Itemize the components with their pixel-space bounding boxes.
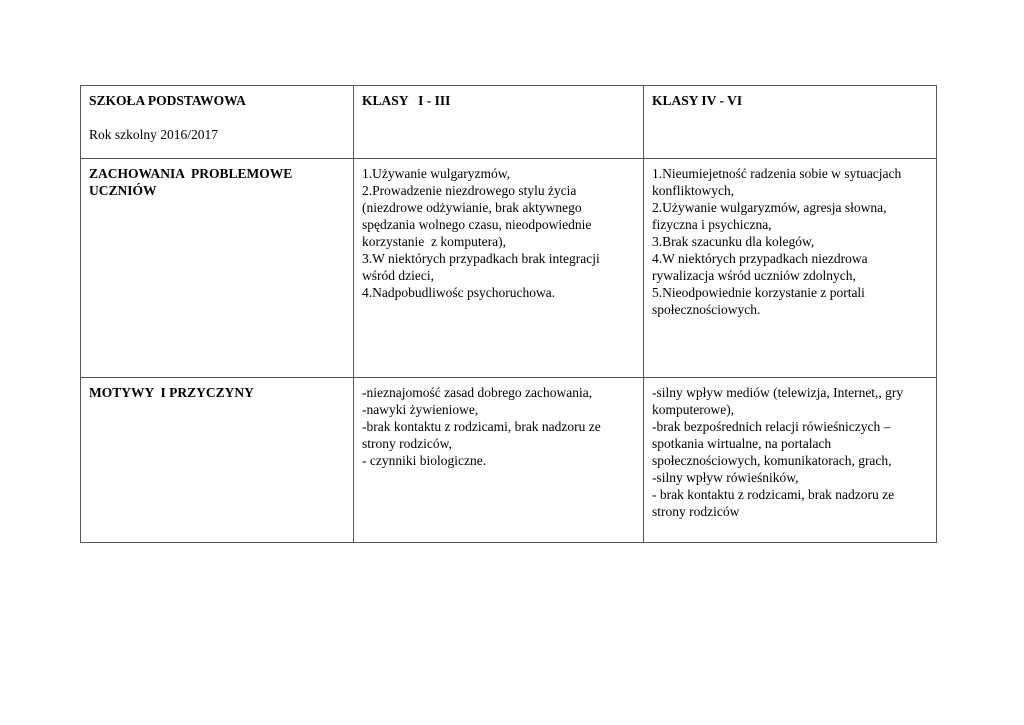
text-line: - brak kontaktu z rodzicami, brak nadzoru ze (652, 487, 895, 502)
text-line: strony rodziców (652, 504, 740, 519)
text-line: -silny wpływ mediów (telewizja, Internet,, gry (652, 385, 904, 400)
text-line: -nieznajomość zasad dobrego zachowania, (362, 385, 593, 400)
table-row (81, 378, 937, 543)
text-line: rywalizacja wśród uczniów zdolnych, (652, 268, 856, 283)
school-title: SZKOŁA PODSTAWOWA (89, 93, 246, 108)
text-line: komputerowe), (652, 402, 735, 417)
text-line: 4.W niektórych przypadkach niezdrowa (652, 251, 868, 266)
classes-4-6-cell (644, 378, 937, 543)
text-line: 2.Prowadzenie niezdrowego stylu życia (362, 183, 577, 198)
text-line: -brak bezpośrednich relacji rówieśniczych – (652, 419, 891, 434)
row-label-line: UCZNIÓW (89, 183, 157, 198)
text-line: społecznościowych, komunikatorach, grach, (652, 453, 892, 468)
classes-4-6-title: KLASY IV - VI (652, 93, 743, 108)
header-cell-school (81, 86, 354, 159)
text-line: 1.Nieumiejetność radzenia sobie w sytuacjach (652, 166, 902, 181)
header-cell-classes-1-3 (354, 86, 644, 159)
school-year: Rok szkolny 2016/2017 (89, 127, 219, 142)
row-label-line: MOTYWY I PRZYCZYNY (89, 385, 254, 400)
text-line: 2.Używanie wulgaryzmów, agresja słowna, (652, 200, 887, 215)
text-line: -brak kontaktu z rodzicami, brak nadzoru ze (362, 419, 601, 434)
classes-4-6-cell (644, 159, 937, 378)
row-label-line: ZACHOWANIA PROBLEMOWE (89, 166, 293, 181)
text-line: 3.Brak szacunku dla kolegów, (652, 234, 815, 249)
text-line: 3.W niektórych przypadkach brak integracji (362, 251, 600, 266)
classes-1-3-cell (354, 378, 644, 543)
text-line: -silny wpływ rówieśników, (652, 470, 799, 485)
text-line: 1.Używanie wulgaryzmów, (362, 166, 510, 181)
text-line: -nawyki żywieniowe, (362, 402, 479, 417)
header-cell-classes-4-6 (644, 86, 937, 159)
text-line: wśród dzieci, (362, 268, 434, 283)
text-line: fizyczna i psychiczna, (652, 217, 772, 232)
text-line: 5.Nieodpowiednie korzystanie z portali (652, 285, 865, 300)
text-line: - czynniki biologiczne. (362, 453, 487, 468)
classes-1-3-title: KLASY I - III (362, 93, 451, 108)
text-line: społecznościowych. (652, 302, 761, 317)
table-header-row (81, 86, 937, 159)
text-line: strony rodziców, (362, 436, 452, 451)
classes-1-3-cell (354, 159, 644, 378)
table-row (81, 159, 937, 378)
row-label-cell (81, 378, 354, 543)
text-line: 4.Nadpobudliwośc psychoruchowa. (362, 285, 556, 300)
text-line: konfliktowych, (652, 183, 735, 198)
text-line: (niezdrowe odżywianie, brak aktywnego (362, 200, 582, 215)
text-line: spotkania wirtualne, na portalach (652, 436, 832, 451)
school-behavior-table (80, 85, 937, 543)
text-line: korzystanie z komputera), (362, 234, 506, 249)
row-label-cell (81, 159, 354, 378)
text-line: spędzania wolnego czasu, nieodpowiednie (362, 217, 592, 232)
